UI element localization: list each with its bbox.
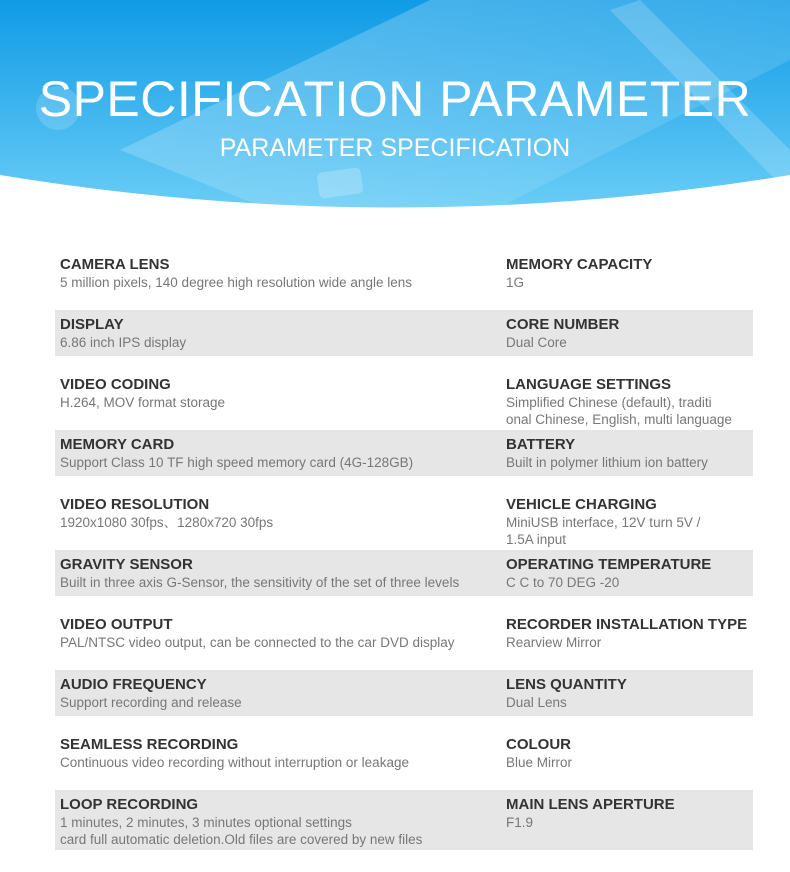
spec-item (506, 616, 752, 651)
spec-label: AUDIO FREQUENCY (60, 676, 207, 693)
spec-value (60, 514, 500, 531)
spec-value (60, 274, 500, 291)
spec-value-line: Support Class 10 TF high speed memory card (4G-128GB) (60, 455, 414, 470)
spec-value-line: card full automatic deletion.Old files are covered by new files (60, 832, 423, 847)
spec-row (55, 370, 753, 430)
spec-value-line: Built in three axis G-Sensor, the sensitivity of the set of three levels (60, 575, 460, 590)
spec-label: MEMORY CAPACITY (506, 256, 653, 273)
spec-row (55, 310, 753, 370)
spec-label: CORE NUMBER (506, 316, 620, 333)
spec-value-line: 5 million pixels, 140 degree high resolution wide angle lens (60, 275, 412, 290)
spec-label: GRAVITY SENSOR (60, 556, 193, 573)
spec-label: MEMORY CARD (60, 436, 175, 453)
spec-item (60, 496, 500, 531)
spec-value (506, 574, 752, 591)
spec-value-line: Dual Lens (506, 695, 567, 710)
spec-item (506, 736, 752, 771)
spec-value (506, 634, 752, 651)
spec-value (60, 694, 500, 711)
spec-value-line: Blue Mirror (506, 755, 573, 770)
spec-value-line: PAL/NTSC video output, can be connected to the car DVD display (60, 635, 455, 650)
spec-label: OPERATING TEMPERATURE (506, 556, 712, 573)
spec-row (55, 550, 753, 610)
spec-row (55, 430, 753, 490)
spec-value-line: Dual Core (506, 335, 567, 350)
spec-value-line: Rearview Mirror (506, 635, 602, 650)
spec-value (60, 754, 500, 771)
spec-row (55, 490, 753, 550)
spec-value-line: 1.5A input (506, 532, 567, 547)
spec-value (506, 694, 752, 711)
spec-value (506, 394, 752, 428)
spec-row (55, 730, 753, 790)
spec-label: DISPLAY (60, 316, 124, 333)
page-subtitle: PARAMETER SPECIFICATION (219, 134, 571, 162)
header-banner (0, 0, 790, 222)
spec-value (60, 814, 500, 848)
spec-item (60, 376, 500, 411)
spec-item (60, 736, 500, 771)
spec-value-line: Continuous video recording without interruption or leakage (60, 755, 409, 770)
spec-value-line: 6.86 inch IPS display (60, 335, 187, 350)
spec-row (55, 670, 753, 730)
spec-item (60, 436, 500, 471)
spec-item (506, 676, 752, 711)
spec-label: VIDEO OUTPUT (60, 616, 173, 633)
spec-item (506, 376, 752, 428)
spec-item (60, 316, 500, 351)
spec-item (506, 556, 752, 591)
spec-label: VEHICLE CHARGING (506, 496, 657, 513)
spec-value-line: 1G (506, 275, 525, 290)
spec-value (506, 514, 752, 548)
spec-value (506, 454, 752, 471)
spec-value (60, 574, 500, 591)
page-title: SPECIFICATION PARAMETER (38, 71, 752, 127)
spec-label: COLOUR (506, 736, 571, 753)
spec-label: RECORDER INSTALLATION TYPE (506, 616, 748, 633)
spec-label: BATTERY (506, 436, 576, 453)
spec-item (60, 556, 500, 591)
spec-label: CAMERA LENS (60, 256, 170, 273)
spec-value (506, 334, 752, 351)
spec-value (506, 274, 752, 291)
spec-value-line: Built in polymer lithium ion battery (506, 455, 708, 470)
spec-label: LOOP RECORDING (60, 796, 199, 813)
spec-value (506, 754, 752, 771)
spec-item (506, 256, 752, 291)
spec-row (55, 250, 753, 310)
spec-value-line: F1.9 (506, 815, 534, 830)
spec-value-line: onal Chinese, English, multi language (506, 412, 732, 427)
spec-item (506, 796, 752, 831)
spec-label: SEAMLESS RECORDING (60, 736, 239, 753)
spec-item (506, 316, 752, 351)
spec-value (60, 454, 500, 471)
spec-table (55, 250, 753, 850)
spec-value (506, 814, 752, 831)
spec-value (60, 634, 500, 651)
spec-item (60, 616, 500, 651)
spec-item (506, 496, 752, 548)
spec-label: LANGUAGE SETTINGS (506, 376, 672, 393)
spec-item (60, 256, 500, 291)
spec-item (60, 796, 500, 848)
spec-value (60, 334, 500, 351)
spec-value-line: MiniUSB interface, 12V turn 5V / (506, 515, 701, 530)
spec-row (55, 610, 753, 670)
spec-value-line: 1 minutes, 2 minutes, 3 minutes optional settings (60, 815, 352, 830)
spec-value-line: H.264, MOV format storage (60, 395, 226, 410)
spec-value-line: Support recording and release (60, 695, 242, 710)
spec-label: LENS QUANTITY (506, 676, 627, 693)
spec-item (60, 676, 500, 711)
spec-value-line: C C to 70 DEG -20 (506, 575, 620, 590)
spec-label: VIDEO RESOLUTION (60, 496, 210, 513)
spec-item (506, 436, 752, 471)
spec-row (55, 790, 753, 850)
spec-value-line: Simplified Chinese (default), traditi (506, 395, 712, 410)
spec-value (60, 394, 500, 411)
spec-label: VIDEO CODING (60, 376, 171, 393)
spec-value-line: 1920x1080 30fps、1280x720 30fps (60, 515, 274, 530)
spec-label: MAIN LENS APERTURE (506, 796, 675, 813)
